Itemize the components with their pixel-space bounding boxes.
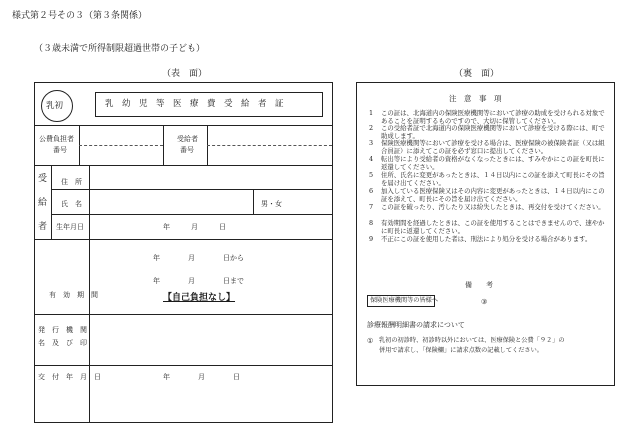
certificate-front xyxy=(34,82,333,423)
back-panel-label: （裏 面） xyxy=(454,69,500,79)
name-label: 氏 名 xyxy=(61,200,82,208)
circle-number: ③ xyxy=(481,298,488,306)
note-text: 加入している医療保険又はその内容に変更があったときは、１４日以内にこの証を添えて、町長にその旨を届け出てください。 xyxy=(381,187,605,204)
period-to: 年 月 日まで xyxy=(153,277,244,285)
note-text: この証は、北海道内の保険医療機関等において診療の助成を受けられる対象であることを証明するものですので、大切に保管してください。 xyxy=(381,109,605,126)
billing-title: 診療報酬明細書の請求について xyxy=(367,321,465,329)
self-pay-notice: 【自己負担なし】 xyxy=(163,293,236,303)
note-number: 2 xyxy=(369,124,374,132)
period-from: 年 月 日から xyxy=(153,254,244,262)
note-item xyxy=(369,139,609,156)
note-number: 6 xyxy=(369,187,374,195)
note-text: この証を破ったり、汚したり又は紛失したときは、再交付を受けてください。 xyxy=(381,203,605,211)
issuer-label-2: 名 及 び 印 xyxy=(38,339,87,347)
note-item xyxy=(369,187,609,204)
recipient-number-label-2: 番号 xyxy=(180,146,194,154)
note-number: 8 xyxy=(369,219,374,227)
certificate-title: 乳 幼 児 等 医 療 費 受 給 者 証 xyxy=(105,99,284,109)
address-label: 住 所 xyxy=(61,178,82,186)
side-label-3: 者 xyxy=(38,222,48,232)
note-text: この受給者証で北海道内の保険医療機関等において診療を受ける際には、町で助成します。 xyxy=(381,124,605,141)
certificate-back xyxy=(356,82,615,386)
issue-date-label: 交 付 年 月 日 xyxy=(38,373,101,381)
note-number: 9 xyxy=(369,235,374,243)
note-text: 不正にこの証を使用した者は、刑法により処分を受ける場合があります。 xyxy=(381,235,592,243)
note-number: 5 xyxy=(369,171,374,179)
billing-text-1: 乳初の初診時、初診時以外においては、医療保険と公費「９２」の xyxy=(379,337,565,344)
note-number: 3 xyxy=(369,139,374,147)
birth-date-value: 年 月 日 xyxy=(163,223,226,231)
form-subtitle: （３歳未満で所得制限超過世帯の子ども） xyxy=(34,44,206,54)
note-text: 転出等により受給者の資格がなくなったときには、すみやかにこの証を町長に返還してください。 xyxy=(381,155,605,172)
validity-period-label: 有 効 期 間 xyxy=(49,291,98,299)
note-item xyxy=(369,155,609,172)
front-panel-label: （表 面） xyxy=(162,69,208,79)
notes-title: 注 意 事 項 xyxy=(449,94,502,103)
note-number: 1 xyxy=(369,109,374,117)
gender-options[interactable]: 男・女 xyxy=(261,200,282,208)
recipient-number-label: 受給者 xyxy=(177,135,198,143)
payer-number-label: 公費負担者 xyxy=(39,135,74,143)
side-label-2: 給 xyxy=(38,198,48,208)
note-text: 保険医療機関等において診療を受ける場合は、医療保険の被保険者証（又は組合員証）に添えてこの証を必ず窓口に提出してください。 xyxy=(381,139,605,156)
birth-date-label: 生年月日 xyxy=(56,223,84,231)
form-number: 様式第２号その３（第３条関係） xyxy=(12,11,148,21)
note-number: 7 xyxy=(369,203,374,211)
stamp-text: 乳初 xyxy=(46,101,64,111)
note-item xyxy=(369,219,609,236)
issue-date-value: 年 月 日 xyxy=(163,373,240,381)
issuer-label-1: 発 行 機 関 xyxy=(38,326,87,334)
notice-box-label: 保険医療機関等の皆様へ xyxy=(370,297,439,304)
note-item xyxy=(369,235,609,243)
payer-number-label-2: 番号 xyxy=(53,146,67,154)
remarks-title: 備 考 xyxy=(465,281,493,289)
note-item xyxy=(369,171,609,188)
note-text: 有効期間を経過したときは、この証を使用することはできませんので、速やかに町長に返還してください。 xyxy=(381,219,605,236)
billing-number: ① xyxy=(367,337,374,345)
note-item xyxy=(369,203,609,211)
note-number: 4 xyxy=(369,155,374,163)
billing-text-2: 併用で請求し、「保険欄」に請求点数の記載してください。 xyxy=(379,347,543,354)
side-label-1: 受 xyxy=(38,174,48,184)
note-text: 住所、氏名に変更があったときは、１４日以内にこの証を添えて町長にその旨を届け出てください。 xyxy=(381,171,605,188)
